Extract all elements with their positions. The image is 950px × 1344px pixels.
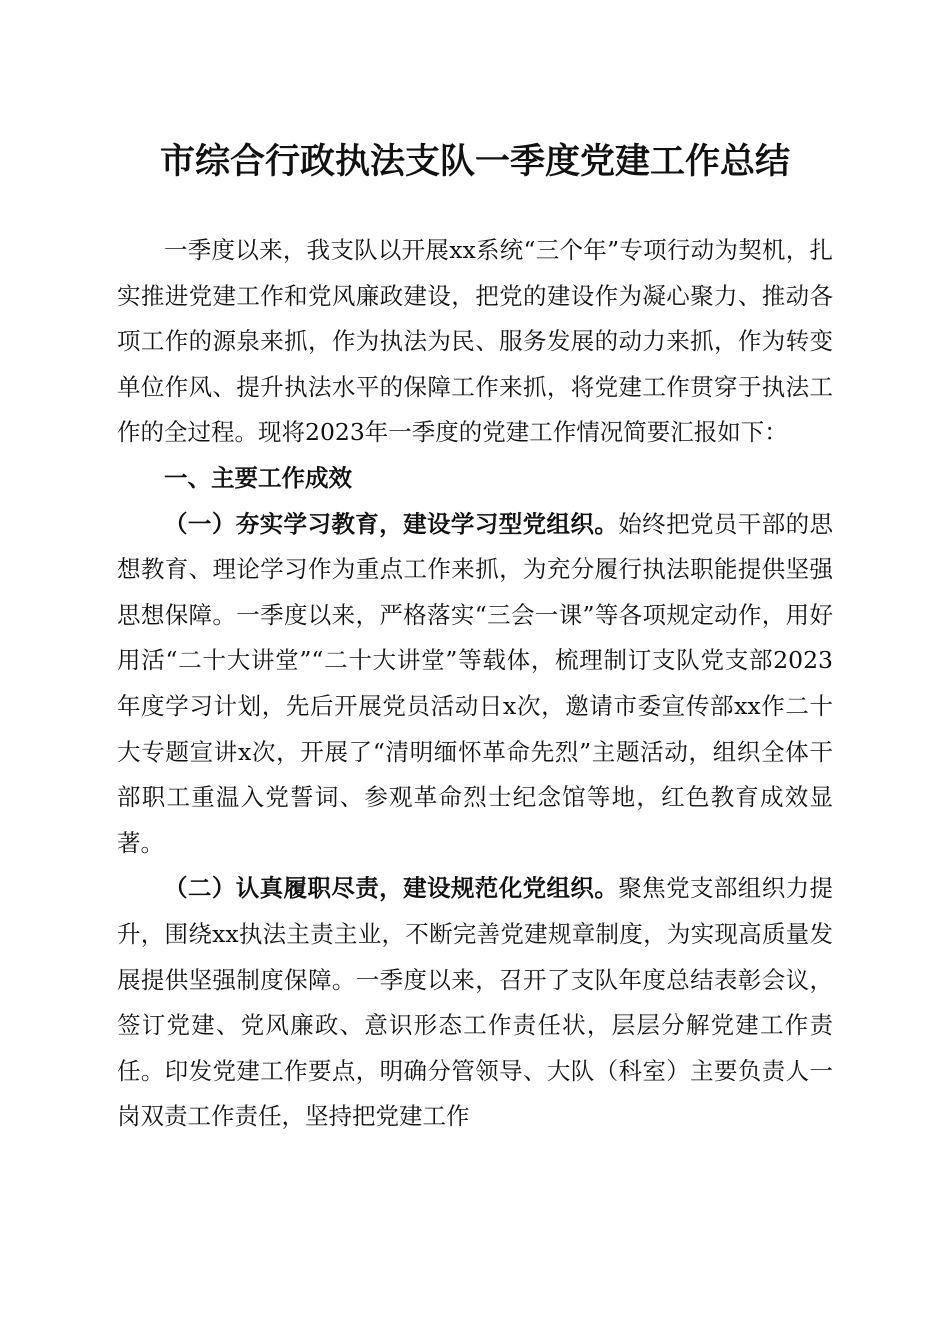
paragraph-lead-study-education: （一）夯实学习教育，建设学习型党组织。: [164, 509, 619, 538]
section-heading-main-results: 一、主要工作成效: [164, 463, 352, 492]
document-title: 市综合行政执法支队一季度党建工作总结: [159, 141, 790, 182]
document-body: [117, 228, 833, 1140]
paragraph-text-study-education: 始终把党员干部的思想教育、理论学习作为重点工作来抓，为充分履行执法职能提供坚强思想保障。一季度以来，严格落实“三会一课”等各项规定动作，用好用活“二十大讲堂”“二十大讲堂”等载体，梳理制订支队党支部2023年度学习计划，先后开展党员活动日x次，邀请市委宣传部xx作二十大专题宣讲x次，开展了“清明缅怀革命先烈”主题活动，组织全体干部职工重温入党誓词、参观革命烈士纪念馆等地，红色教育成效显著。: [117, 509, 834, 857]
paragraph-study-education: [117, 502, 833, 867]
paragraph-duty-performance: [117, 866, 833, 1140]
paragraph-lead-duty-performance: （二）认真履职尽责，建设规范化党组织。: [164, 874, 619, 903]
intro-paragraph: 一季度以来，我支队以开展xx系统“三个年”专项行动为契机，扎实推进党建工作和党风廉政建设，把党的建设作为凝心聚力、推动各项工作的源泉来抓，作为执法为民、服务发展的动力来抓，作为转变单位作风、提升执法水平的保障工作来抓，将党建工作贯穿于执法工作的全过程。现将2023年一季度的党建工作情况简要汇报如下：: [117, 236, 833, 447]
paragraph-text-duty-performance: 聚焦党支部组织力提升，围绕xx执法主责主业，不断完善党建规章制度，为实现高质量发展提供坚强制度保障。一季度以来，召开了支队年度总结表彰会议，签订党建、党风廉政、意识形态工作责任状，层层分解党建工作责任。印发党建工作要点，明确分管领导、大队（科室）主要负责人一岗双责工作责任，坚持把党建工作: [117, 874, 834, 1131]
